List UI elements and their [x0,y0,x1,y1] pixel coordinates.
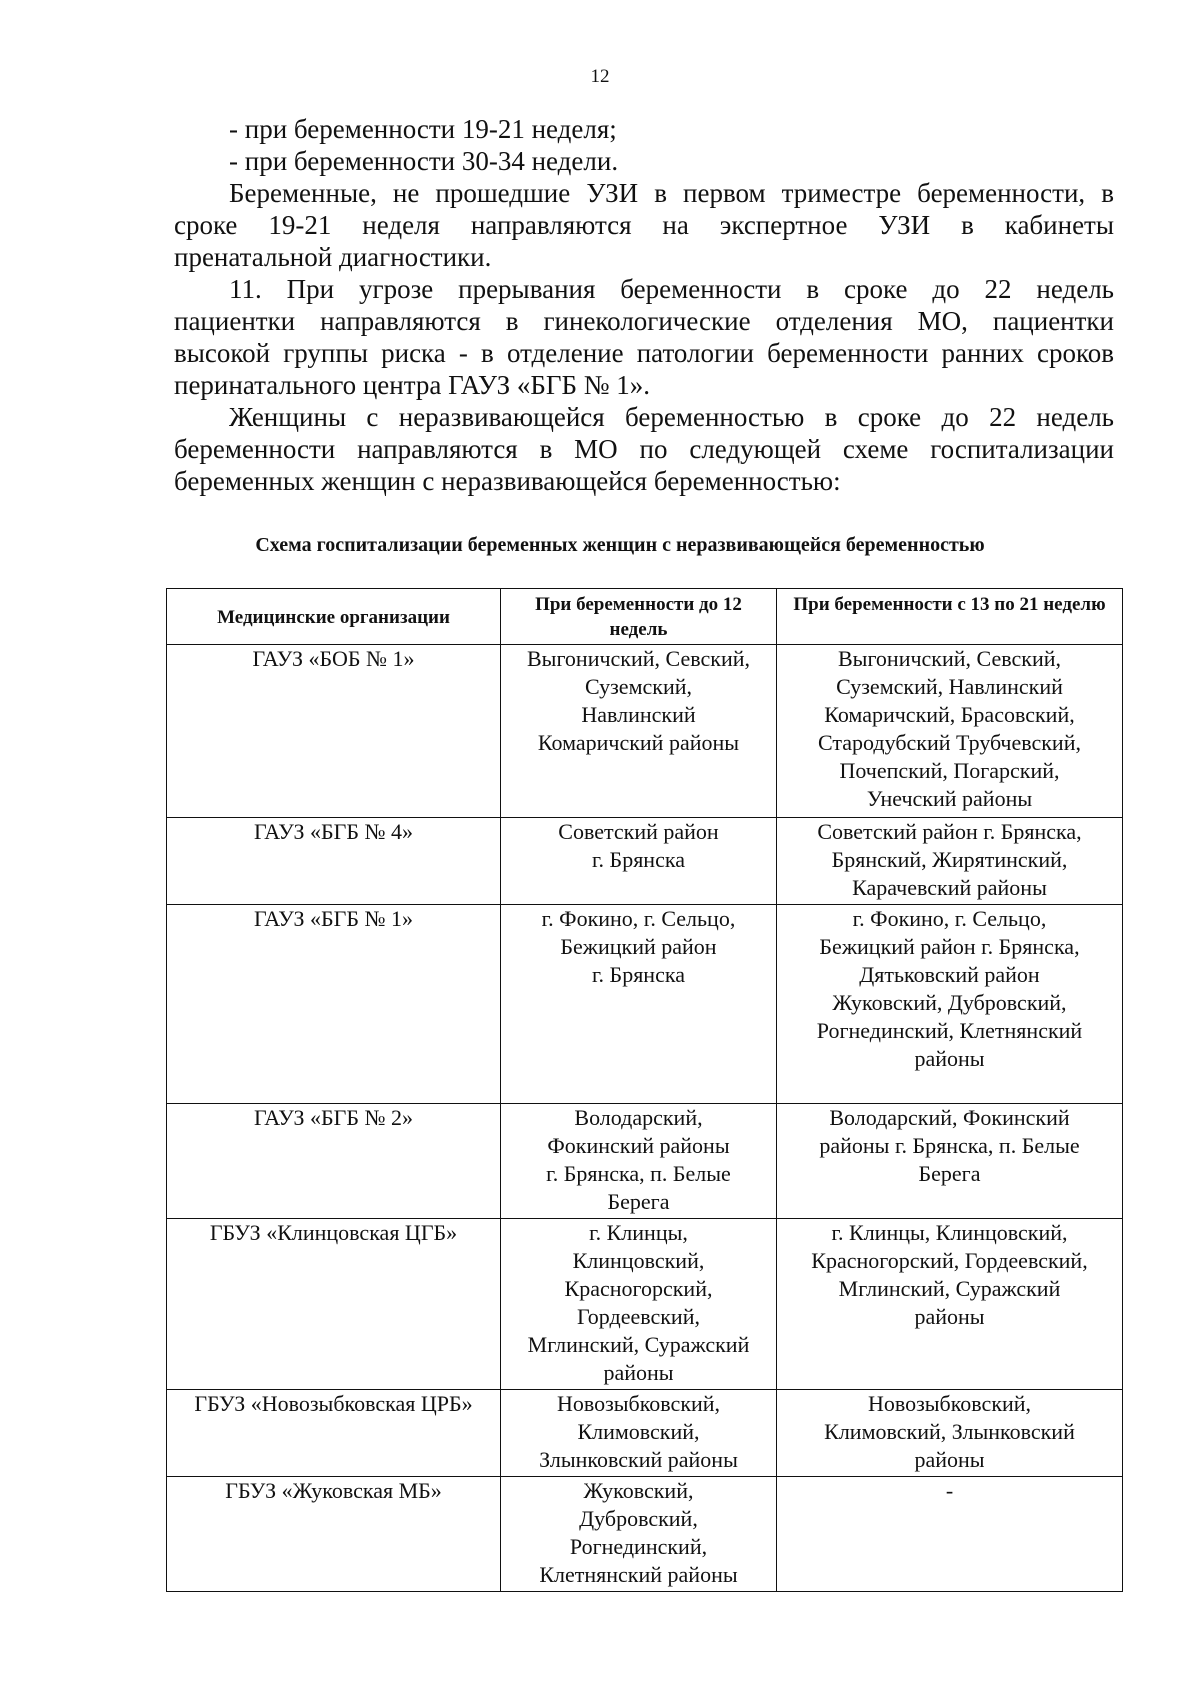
late-districts-cell [777,645,1123,818]
paragraph-line: беременности направляются в МО по следующей схеме госпитализации [174,434,1114,464]
district-line: Климовский, Злынковский [824,1419,1075,1444]
district-line: Берега [918,1161,981,1186]
late-districts-cell [777,818,1123,905]
district-line: Берега [607,1189,670,1214]
district-line: Бежицкий район [560,934,717,959]
page-number: 12 [590,66,610,87]
early-districts-cell [501,1477,777,1592]
district-line: Карачевский районы [852,875,1047,900]
table-row [167,1219,1123,1390]
district-line: Жуковский, Дубровский, [832,990,1067,1015]
district-line: г. Фокино, г. Сельцо, [852,906,1047,931]
district-line: г. Клинцы, [589,1220,688,1245]
district-line: Почепский, Погарский, [839,758,1060,783]
district-line: г. Брянска [592,962,685,987]
paragraph-line: пренатальной диагностики. [174,242,492,272]
column-header-late: При беременности с 13 по 21 неделю [777,589,1123,645]
paragraph-line: высокой группы риска - в отделение патологии беременности ранних сроков [174,338,1114,368]
district-line: Дубровский, [579,1506,698,1531]
district-line: районы [914,1447,985,1472]
district-line: Рогнединский, Клетнянский [816,1018,1083,1043]
district-line: Советский район г. Брянска, [817,819,1082,844]
paragraph-line: пациентки направляются в гинекологические отделения МО, пациентки [174,306,1114,336]
paragraph-line: Женщины с неразвивающейся беременностью в сроке до 22 недель [229,402,1114,432]
paragraph-line: Беременные, не прошедшие УЗИ в первом триместре беременности, в [229,178,1114,208]
table-row [167,1104,1123,1219]
district-line: Дятьковский район [859,962,1040,987]
district-line: Красногорский, Гордеевский, [811,1248,1088,1273]
column-header-org: Медицинские организации [167,589,501,645]
table-row [167,1390,1123,1477]
district-line: Гордеевский, [577,1304,700,1329]
early-districts-cell [501,1219,777,1390]
district-line: Новозыбковский, [867,1391,1032,1416]
district-line: Володарский, Фокинский [829,1105,1070,1130]
district-line: Климовский, [577,1419,700,1444]
district-line: Новозыбковский, [556,1391,721,1416]
district-line: Фокинский районы [547,1133,730,1158]
district-line: г. Клинцы, Клинцовский, [831,1220,1068,1245]
district-line: районы [914,1046,985,1071]
district-line: Суземский, Навлинский [836,674,1063,699]
org-cell: ГАУЗ «БОБ № 1» [167,645,501,818]
early-districts-cell [501,1104,777,1219]
district-line: Бежицкий район г. Брянска, [819,934,1080,959]
district-line: г. Брянска [592,847,685,872]
district-line: Клинцовский, [572,1248,705,1273]
district-line: районы [914,1304,985,1329]
org-cell: ГБУЗ «Жуковская МБ» [167,1477,501,1592]
district-line: Советский район [558,819,719,844]
district-line: Комаричский, Брасовский, [824,702,1075,727]
district-line: Мглинский, Суражский [838,1276,1061,1301]
late-districts-cell [777,1219,1123,1390]
table-row [167,645,1123,818]
late-districts-cell [777,1477,1123,1592]
table-row [167,905,1123,1104]
table-header-row [167,589,1123,645]
table-caption: Схема госпитализации беременных женщин с неразвивающейся беременностью [255,534,985,556]
district-line: Клетнянский районы [539,1562,738,1587]
bullet-line: - при беременности 19-21 неделя; [229,114,617,144]
district-line: Выгоничский, Севский, [526,646,750,671]
early-districts-cell [501,1390,777,1477]
district-line: Рогнединский, [569,1534,708,1559]
late-districts-cell [777,1104,1123,1219]
bullet-line: - при беременности 30-34 недели. [229,146,619,176]
district-line: Унечский районы [866,786,1033,811]
district-line: Комаричский районы [537,730,740,755]
table-row [167,818,1123,905]
district-line: районы [603,1360,674,1385]
table-row [167,1477,1123,1592]
district-line: Жуковский, [583,1478,694,1503]
org-cell: ГБУЗ «Новозыбковская ЦРБ» [167,1390,501,1477]
paragraph-line: сроке 19-21 неделя направляются на экспертное УЗИ в кабинеты [174,210,1114,240]
district-line: г. Фокино, г. Сельцо, [541,906,736,931]
early-districts-cell [501,905,777,1104]
district-line: Суземский, [584,674,692,699]
org-cell: ГАУЗ «БГБ № 1» [167,905,501,1104]
district-line: Злынковский районы [539,1447,738,1472]
paragraph-line: 11. При угрозе прерывания беременности в сроке до 22 недель [229,274,1114,304]
org-cell: ГАУЗ «БГБ № 2» [167,1104,501,1219]
district-line: - [945,1478,954,1503]
district-line: Стародубский Трубчевский, [818,730,1081,755]
paragraph-line: беременных женщин с неразвивающейся беременностью: [174,466,841,496]
district-line: Володарский, [574,1105,703,1130]
late-districts-cell [777,1390,1123,1477]
org-cell: ГБУЗ «Клинцовская ЦГБ» [167,1219,501,1390]
hospitalization-table [166,588,1123,1592]
district-line: Выгоничский, Севский, [837,646,1061,671]
district-line: районы г. Брянска, п. Белые [819,1133,1080,1158]
early-districts-cell [501,818,777,905]
late-districts-cell [777,905,1123,1104]
paragraph-line: перинатального центра ГАУЗ «БГБ № 1». [174,370,651,400]
district-line: Красногорский, [564,1276,713,1301]
column-header-early: При беременности до 12 недель [501,589,777,645]
district-line: Брянский, Жирятинский, [831,847,1068,872]
early-districts-cell [501,645,777,818]
body-text [174,113,1114,497]
org-cell: ГАУЗ «БГБ № 4» [167,818,501,905]
district-line: г. Брянска, п. Белые [546,1161,731,1186]
district-line: Навлинский [581,702,696,727]
district-line: Мглинский, Суражский [527,1332,750,1357]
